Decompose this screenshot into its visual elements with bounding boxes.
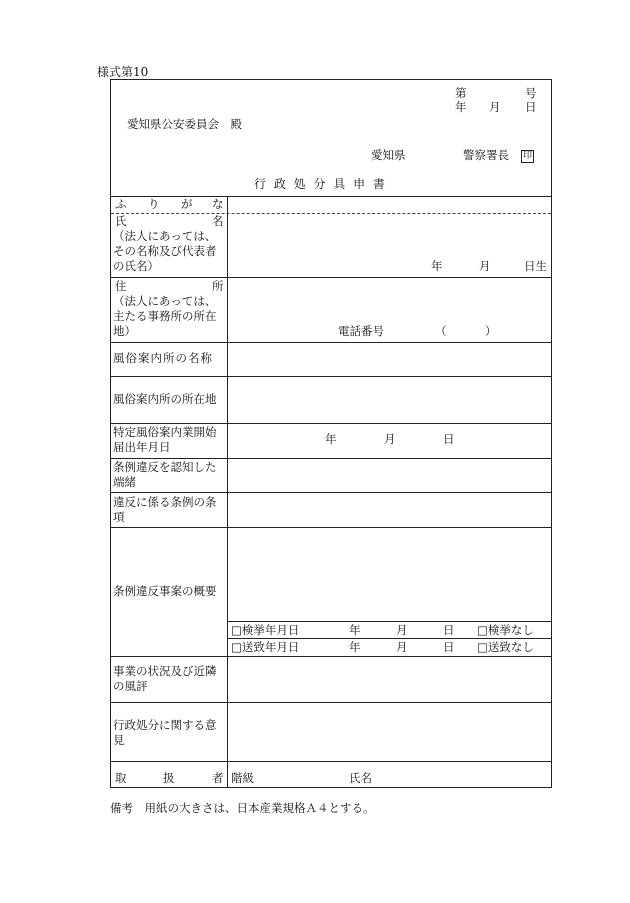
row-divider <box>111 423 551 424</box>
arrest-date-label: □検挙年月日 <box>231 623 300 637</box>
start-date-hi: 日 <box>443 432 455 446</box>
date-nen: 年 <box>455 100 467 114</box>
form-number: 様式第10 <box>97 65 149 79</box>
row-divider <box>227 621 551 622</box>
row-divider <box>111 702 551 703</box>
no-arrest-checkbox: □検挙なし <box>477 623 534 637</box>
furigana-char: な <box>212 197 224 211</box>
handler-label-char: 者 <box>212 771 224 785</box>
number-go: 号 <box>525 86 537 100</box>
referral-hi: 日 <box>443 640 455 654</box>
arrest-hi: 日 <box>443 623 455 637</box>
name-label-line: の氏名） <box>113 259 159 273</box>
no-referral-checkbox: □送致なし <box>477 640 534 654</box>
row-divider <box>111 458 551 459</box>
name-label-last: 名 <box>212 214 224 228</box>
summary-label: 条例違反事案の概要 <box>113 584 217 598</box>
addressee: 愛知県公安委員会 殿 <box>127 117 242 131</box>
prefecture-label: 愛知県 <box>371 148 406 162</box>
start-date-nen: 年 <box>325 432 337 446</box>
start-date-label-line: 特定風俗案内業開始 <box>113 425 217 439</box>
dob-tsuki: 月 <box>479 259 491 273</box>
row-divider <box>111 527 551 528</box>
police-chief-label: 警察署長 <box>463 148 509 162</box>
phone-label: 電話番号 <box>338 324 384 338</box>
opinion-label-line: 行政処分に関する意 <box>113 718 217 732</box>
furigana-char: が <box>181 197 193 211</box>
column-divider <box>227 196 228 787</box>
recognition-label-line: 端緒 <box>113 475 136 489</box>
business-status-label-line: の風評 <box>113 679 148 693</box>
name-label-first: 氏 <box>115 214 127 228</box>
row-divider <box>227 638 551 639</box>
referral-date-label: □送致年月日 <box>231 640 300 654</box>
date-hi: 日 <box>525 100 537 114</box>
row-divider <box>111 342 551 343</box>
row-divider <box>111 196 551 197</box>
address-label-line: 主たる事務所の所在 <box>113 309 217 323</box>
address-label-first: 住 <box>115 279 127 293</box>
furigana-char: り <box>148 197 160 211</box>
opinion-label-line: 見 <box>113 733 125 747</box>
name-label-line: その名称及び代表者 <box>113 244 217 258</box>
violated-clause-label-line: 違反に係る条例の条 <box>113 495 217 509</box>
officer-name-label: 氏名 <box>349 771 372 785</box>
arrest-tsuki: 月 <box>396 623 408 637</box>
row-divider <box>111 376 551 377</box>
seal-mark: 印 <box>522 151 532 161</box>
row-divider <box>111 761 551 762</box>
referral-tsuki: 月 <box>396 640 408 654</box>
dob-hi: 日生 <box>524 259 547 273</box>
address-label-line: （法人にあっては、 <box>113 294 217 308</box>
row-divider-dashed <box>111 213 551 214</box>
name-label-line: （法人にあっては、 <box>113 229 217 243</box>
handler-label-char: 扱 <box>163 771 175 785</box>
date-tsuki: 月 <box>489 100 501 114</box>
application-form <box>110 79 552 788</box>
recognition-label-line: 条例違反を認知した <box>113 460 217 474</box>
business-status-label-line: 事業の状況及び近隣 <box>113 664 217 678</box>
address-label-line: 地） <box>113 324 136 338</box>
furigana-char: ふ <box>115 197 127 211</box>
guide-location-label: 風俗案内所の所在地 <box>113 392 217 406</box>
row-divider <box>111 656 551 657</box>
address-label-last: 所 <box>212 279 224 293</box>
remarks: 備考 用紙の大きさは、日本産業規格Ａ４とする。 <box>110 801 375 815</box>
arrest-nen: 年 <box>349 623 361 637</box>
rank-label: 階級 <box>231 771 254 785</box>
dob-nen: 年 <box>431 259 443 273</box>
phone-open-paren: （ <box>435 324 447 338</box>
phone-close-paren: ） <box>485 324 497 338</box>
referral-nen: 年 <box>349 640 361 654</box>
row-divider <box>111 277 551 278</box>
document-title: 行 政 処 分 具 申 書 <box>254 177 387 191</box>
start-date-tsuki: 月 <box>384 432 396 446</box>
handler-label-char: 取 <box>115 771 127 785</box>
guide-name-label: 風俗案内所の名称 <box>113 351 213 365</box>
start-date-label-line: 届出年月日 <box>113 440 171 454</box>
number-dai: 第 <box>455 86 467 100</box>
row-divider <box>111 492 551 493</box>
violated-clause-label-line: 項 <box>113 510 125 524</box>
